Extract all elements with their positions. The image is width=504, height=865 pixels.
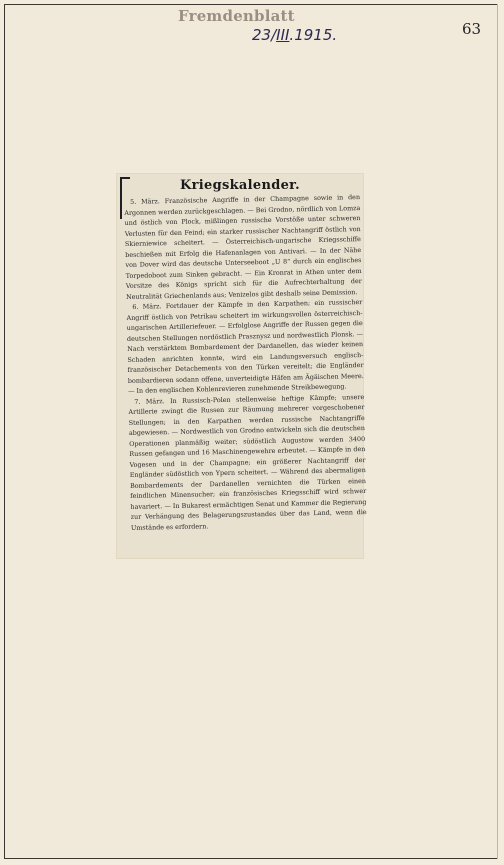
clipping-title: Kriegskalender.	[180, 178, 300, 193]
sheet-edge-line	[497, 4, 498, 859]
clipping-article	[124, 192, 367, 533]
date-day: 23/	[252, 26, 277, 44]
article-paragraph-march-5: 5. März. Französische Angriffe in der Champagne sowie in den Argonnen werden zurückgeschlagen. — Bei Grodno, nördlich von Lomza und östlich von Plock, mißlingen russische Vorstöße unter schweren Verlusten für den Feind; ein starker russischer Nachtangriff östlich von Skierniewice scheitert. — Österreichisch-ungarische Kriegsschiffe beschießen mit Erfolg die Hafenanlagen von Antivari. — In der Nähe von Dover wird das deutsche Unterseeboot „U 8“ durch ein englisches Torpedoboot zum Sinken gebracht. — Ein Kronrat in Athen unter dem Vorsitze des Königs spricht sich für die Aufrechterhaltung der Neutralität Griechenlands aus; Venizelos gibt deshalb seine Demission.	[124, 193, 362, 301]
date-year: .1915.	[289, 26, 338, 44]
handwritten-date	[252, 26, 337, 44]
date-month: III	[276, 26, 290, 44]
article-paragraph-march-6: 6. März. Fortdauer der Kämpfe in den Karpathen; ein russischer Angriff östlich von Petrikau scheitert im wirkungsvollen österreichisch-ungarischen Artilleriefeuer. — Erfolglose Angriffe der Russen gegen die deutschen Stellungen nordöstlich Prasznysz und nordwestlich Plonsk. — Nach verstärktem Bombardement der Dardanellen, das wieder keinen Schaden anrichten konnte, wird ein Landungsversuch englisch-französischer Detachements von den Türken vereitelt; die Engländer bombardieren sodann offene, unverteidigte Häfen am Ägäischen Meere. — In den englischen Kohlenrevieren zunehmende Streikbewegung.	[126, 298, 364, 395]
page-number: 63	[462, 20, 482, 38]
article-paragraph-march-7: 7. März. In Russisch-Polen stellenweise heftige Kämpfe; unsere Artillerie zwingt die Russen zur Räumung mehrerer vorgeschobener Stellungen; in den Karpathen werden russische Nachtangriffe abgewiesen. — Nordwestlich von Grodno entwickeln sich die deutschen Operationen planmäßig weiter; südöstlich Augustow werden 3400 Russen gefangen und 16 Maschinengewehre erbeutet. — Kämpfe in den Vogesen und in der Champagne; ein größerer Nachtangriff der Engländer südöstlich von Ypern scheitert. — Während des abermaligen Bombardements der Dardanellen vernichten die Türken einen feindlichen Minensucher; ein französisches Kriegsschiff wird schwer havariert. — In Bukarest ermächtigen Senat und Kammer die Regierung zur Verhängung des Belagerungszustandes über das Land, wenn die Umstände es erfordern.	[128, 392, 367, 532]
newspaper-stamp: Fremdenblatt	[178, 7, 295, 25]
